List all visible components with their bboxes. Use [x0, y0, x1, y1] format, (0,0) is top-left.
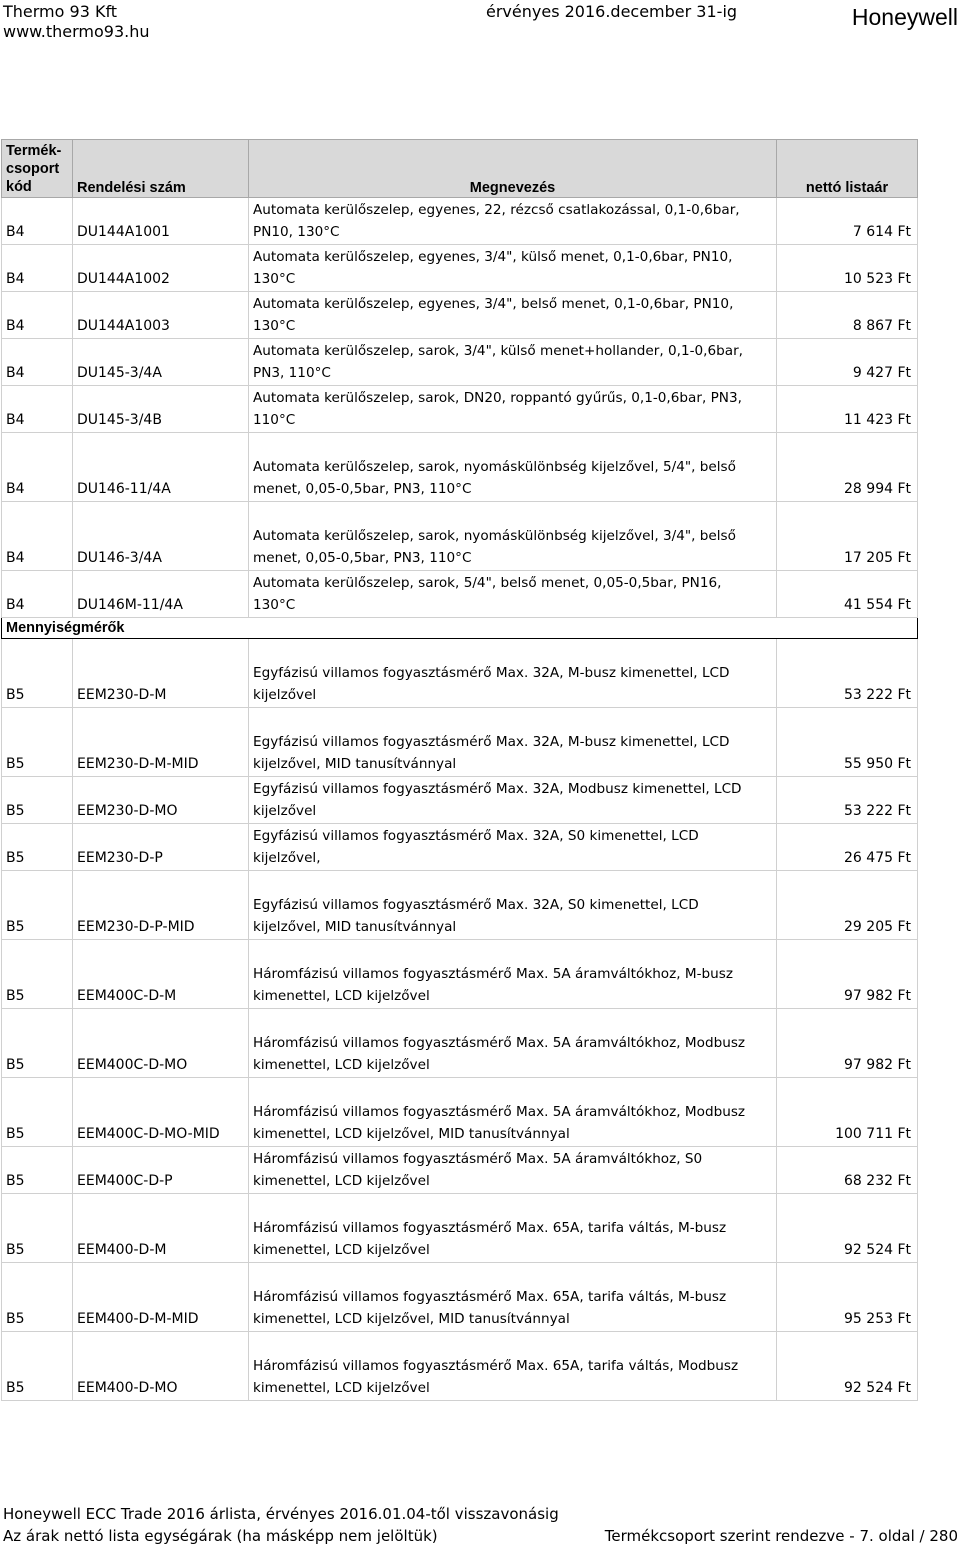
description-line: kimenettel, LCD kijelzővel [253, 1380, 430, 1396]
cell-description [249, 571, 777, 618]
cell-order-number: EEM400-D-MO [73, 1332, 249, 1401]
description-line: kijelzővel, MID tanusítvánnyal [253, 919, 457, 935]
description-line: Automata kerülőszelep, sarok, nyomáskülönbség kijelzővel, 3/4", belső [253, 528, 736, 544]
cell-description [249, 339, 777, 386]
cell-description [249, 1263, 777, 1332]
cell-net-price: 100 711 Ft [777, 1078, 918, 1147]
company-website[interactable]: www.thermo93.hu [3, 22, 150, 41]
table-body-meters [2, 639, 918, 1401]
description-line: Háromfázisú villamos fogyasztásmérő Max. 65A, tarifa váltás, M-busz [253, 1220, 727, 1236]
table-section-meters [2, 618, 918, 639]
cell-description [249, 198, 777, 245]
col-header-net-price: nettó listaár [777, 140, 918, 198]
section-row [2, 618, 918, 639]
cell-net-price: 92 524 Ft [777, 1194, 918, 1263]
group-code-line-1: Termék- [6, 143, 62, 159]
description-line: PN3, 110°C [253, 365, 331, 381]
table-row [2, 1332, 918, 1401]
description-line: Háromfázisú villamos fogyasztásmérő Max. 5A áramváltókhoz, S0 [253, 1151, 703, 1167]
cell-net-price: 97 982 Ft [777, 1009, 918, 1078]
cell-net-price: 29 205 Ft [777, 871, 918, 940]
cell-order-number: DU146M-11/4A [73, 571, 249, 618]
cell-order-number: EEM400C-D-P [73, 1147, 249, 1194]
cell-net-price: 28 994 Ft [777, 433, 918, 502]
cell-net-price: 26 475 Ft [777, 824, 918, 871]
description-line: Egyfázisú villamos fogyasztásmérő Max. 32A, M-busz kimenettel, LCD [253, 734, 730, 750]
col-header-order-number: Rendelési szám [73, 140, 249, 198]
cell-net-price: 8 867 Ft [777, 292, 918, 339]
cell-group-code: B5 [2, 1194, 73, 1263]
cell-description [249, 245, 777, 292]
cell-net-price: 55 950 Ft [777, 708, 918, 777]
cell-description [249, 1009, 777, 1078]
description-line: kimenettel, LCD kijelzővel [253, 1057, 430, 1073]
cell-net-price: 53 222 Ft [777, 639, 918, 708]
cell-net-price: 7 614 Ft [777, 198, 918, 245]
description-line: Automata kerülőszelep, sarok, nyomáskülönbség kijelzővel, 5/4", belső [253, 459, 736, 475]
description-line: Egyfázisú villamos fogyasztásmérő Max. 32A, S0 kimenettel, LCD [253, 897, 699, 913]
table-row [2, 639, 918, 708]
table-header-row [2, 140, 918, 198]
cell-description [249, 639, 777, 708]
description-line: Háromfázisú villamos fogyasztásmérő Max. 5A áramváltókhoz, Modbusz [253, 1104, 746, 1120]
col-header-description: Megnevezés [249, 140, 777, 198]
cell-group-code: B4 [2, 245, 73, 292]
table-row [2, 1147, 918, 1194]
table-row [2, 871, 918, 940]
cell-group-code: B5 [2, 1009, 73, 1078]
table-row [2, 1194, 918, 1263]
cell-order-number: EEM230-D-M-MID [73, 708, 249, 777]
table-row [2, 245, 918, 292]
description-line: Automata kerülőszelep, egyenes, 3/4", külső menet, 0,1-0,6bar, PN10, [253, 249, 733, 265]
table-row [2, 571, 918, 618]
cell-order-number: EEM400C-D-M [73, 940, 249, 1009]
cell-description [249, 777, 777, 824]
description-line: PN10, 130°C [253, 224, 340, 240]
description-line: 130°C [253, 318, 296, 334]
cell-order-number: EEM400-D-M-MID [73, 1263, 249, 1332]
page-footer [0, 1500, 960, 1546]
section-title: Mennyiségmérők [2, 618, 918, 639]
cell-order-number: EEM400C-D-MO-MID [73, 1078, 249, 1147]
description-line: kijelzővel [253, 803, 317, 819]
description-line: kijelzővel [253, 687, 317, 703]
cell-group-code: B5 [2, 708, 73, 777]
description-line: menet, 0,05-0,5bar, PN3, 110°C [253, 481, 472, 497]
footer-pricelist-note: Honeywell ECC Trade 2016 árlista, érvényes 2016.01.04-től visszavonásig [3, 1505, 559, 1523]
description-line: kimenettel, LCD kijelzővel [253, 1173, 430, 1189]
table-row [2, 1009, 918, 1078]
cell-net-price: 97 982 Ft [777, 940, 918, 1009]
cell-order-number: EEM400C-D-MO [73, 1009, 249, 1078]
cell-order-number: DU145-3/4A [73, 339, 249, 386]
col-header-group-code [2, 140, 73, 198]
cell-group-code: B5 [2, 639, 73, 708]
cell-group-code: B5 [2, 824, 73, 871]
description-line: Háromfázisú villamos fogyasztásmérő Max. 65A, tarifa váltás, M-busz [253, 1289, 727, 1305]
table-row [2, 292, 918, 339]
description-line: 130°C [253, 271, 296, 287]
table-row [2, 708, 918, 777]
cell-order-number: EEM230-D-MO [73, 777, 249, 824]
description-line: Háromfázisú villamos fogyasztásmérő Max. 5A áramváltókhoz, Modbusz [253, 1035, 746, 1051]
description-line: Háromfázisú villamos fogyasztásmérő Max. 5A áramváltókhoz, M-busz [253, 966, 733, 982]
cell-group-code: B5 [2, 940, 73, 1009]
description-line: Automata kerülőszelep, sarok, 5/4", belső menet, 0,05-0,5bar, PN16, [253, 575, 722, 591]
page-header [0, 0, 960, 48]
description-line: Automata kerülőszelep, sarok, DN20, roppantó gyűrűs, 0,1-0,6bar, PN3, [253, 390, 742, 406]
table-row [2, 777, 918, 824]
cell-net-price: 10 523 Ft [777, 245, 918, 292]
cell-net-price: 68 232 Ft [777, 1147, 918, 1194]
group-code-line-2: csoport [6, 161, 60, 177]
table-row [2, 339, 918, 386]
cell-group-code: B4 [2, 386, 73, 433]
cell-order-number: EEM230-D-P-MID [73, 871, 249, 940]
cell-group-code: B4 [2, 292, 73, 339]
brand-logo: Honeywell [851, 4, 958, 30]
cell-net-price: 11 423 Ft [777, 386, 918, 433]
cell-group-code: B4 [2, 339, 73, 386]
group-code-line-3: kód [6, 179, 32, 195]
cell-order-number: DU145-3/4B [73, 386, 249, 433]
cell-group-code: B5 [2, 1147, 73, 1194]
description-line: Egyfázisú villamos fogyasztásmérő Max. 32A, Modbusz kimenettel, LCD [253, 781, 742, 797]
cell-description [249, 1194, 777, 1263]
cell-net-price: 9 427 Ft [777, 339, 918, 386]
cell-description [249, 708, 777, 777]
table-row [2, 198, 918, 245]
cell-description [249, 292, 777, 339]
description-line: Automata kerülőszelep, sarok, 3/4", külső menet+hollander, 0,1-0,6bar, [253, 343, 743, 359]
description-line: Egyfázisú villamos fogyasztásmérő Max. 32A, M-busz kimenettel, LCD [253, 665, 730, 681]
cell-description [249, 1147, 777, 1194]
footer-page-info: Termékcsoport szerint rendezve - 7. oldal / 280 [604, 1527, 958, 1545]
cell-description [249, 871, 777, 940]
description-line: Automata kerülőszelep, egyenes, 3/4", belső menet, 0,1-0,6bar, PN10, [253, 296, 734, 312]
table-row [2, 940, 918, 1009]
cell-group-code: B4 [2, 433, 73, 502]
cell-group-code: B5 [2, 871, 73, 940]
description-line: Automata kerülőszelep, egyenes, 22, rézcső csatlakozással, 0,1-0,6bar, [253, 202, 740, 218]
cell-order-number: EEM400-D-M [73, 1194, 249, 1263]
description-line: kijelzővel, MID tanusítvánnyal [253, 756, 457, 772]
cell-order-number: DU144A1003 [73, 292, 249, 339]
cell-group-code: B5 [2, 777, 73, 824]
cell-description [249, 1078, 777, 1147]
cell-group-code: B4 [2, 571, 73, 618]
description-line: kimenettel, LCD kijelzővel, MID tanusítvánnyal [253, 1311, 570, 1327]
cell-order-number: DU146-3/4A [73, 502, 249, 571]
table-row [2, 824, 918, 871]
cell-net-price: 17 205 Ft [777, 502, 918, 571]
table-row [2, 433, 918, 502]
description-line: Háromfázisú villamos fogyasztásmérő Max. 65A, tarifa váltás, Modbusz [253, 1358, 739, 1374]
cell-net-price: 95 253 Ft [777, 1263, 918, 1332]
cell-order-number: EEM230-D-M [73, 639, 249, 708]
table-row [2, 502, 918, 571]
description-line: menet, 0,05-0,5bar, PN3, 110°C [253, 550, 472, 566]
company-block [3, 2, 150, 42]
description-line: kimenettel, LCD kijelzővel [253, 988, 430, 1004]
cell-order-number: DU144A1001 [73, 198, 249, 245]
table-row [2, 386, 918, 433]
cell-group-code: B5 [2, 1263, 73, 1332]
cell-group-code: B5 [2, 1332, 73, 1401]
table-row [2, 1263, 918, 1332]
company-name: Thermo 93 Kft [3, 2, 118, 21]
validity-note: érvényes 2016.december 31-ig [486, 2, 738, 21]
cell-net-price: 92 524 Ft [777, 1332, 918, 1401]
description-line: kijelzővel, [253, 850, 321, 866]
cell-description [249, 824, 777, 871]
cell-description [249, 433, 777, 502]
table-row [2, 1078, 918, 1147]
cell-group-code: B5 [2, 1078, 73, 1147]
cell-group-code: B4 [2, 502, 73, 571]
description-line: kimenettel, LCD kijelzővel [253, 1242, 430, 1258]
description-line: Egyfázisú villamos fogyasztásmérő Max. 32A, S0 kimenettel, LCD [253, 828, 699, 844]
cell-net-price: 53 222 Ft [777, 777, 918, 824]
cell-description [249, 940, 777, 1009]
cell-order-number: DU146-11/4A [73, 433, 249, 502]
description-line: kimenettel, LCD kijelzővel, MID tanusítvánnyal [253, 1126, 570, 1142]
price-list-table [1, 139, 918, 1401]
cell-order-number: EEM230-D-P [73, 824, 249, 871]
cell-group-code: B4 [2, 198, 73, 245]
cell-description [249, 1332, 777, 1401]
cell-order-number: DU144A1002 [73, 245, 249, 292]
cell-description [249, 386, 777, 433]
description-line: 110°C [253, 412, 296, 428]
description-line: 130°C [253, 597, 296, 613]
table-body-valves [2, 198, 918, 618]
footer-price-note: Az árak nettó lista egységárak (ha másképp nem jelöltük) [3, 1527, 438, 1545]
cell-description [249, 502, 777, 571]
cell-net-price: 41 554 Ft [777, 571, 918, 618]
